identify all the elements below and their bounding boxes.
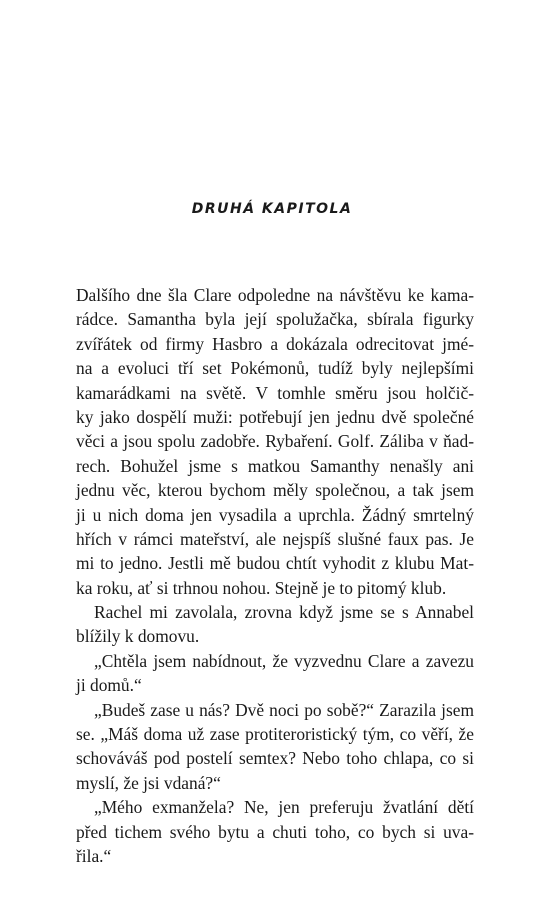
text-line: zvířátek od firmy Hasbro a dokázala odrecitovat jmé- bbox=[76, 333, 474, 354]
paragraph bbox=[76, 649, 474, 698]
paragraph bbox=[76, 795, 474, 868]
text-line: kamarádkami na světě. V tomhle směru jsou holčič- bbox=[76, 382, 474, 403]
text-line: „Chtěla jsem nabídnout, že vyzvednu Clare a zavezu bbox=[94, 650, 474, 671]
text-line: na a evoluci tří set Pokémonů, tudíž byly nejlepšími bbox=[76, 358, 474, 379]
text-line: hřích v rámci mateřství, ale nejspíš slušné faux pas. Je bbox=[76, 528, 474, 549]
body-text bbox=[76, 283, 474, 868]
text-line: „Budeš zase u nás? Dvě noci po sobě?“ Zarazila jsem bbox=[94, 699, 474, 720]
text-line: se. „Máš doma už zase protiteroristický tým, co věří, že bbox=[76, 724, 474, 745]
chapter-title: DRUHÁ KAPITOLA bbox=[191, 201, 353, 217]
text-line: řila.“ bbox=[76, 845, 112, 866]
text-line: ky jako dospělí muži: potřebují jen jednu dvě společné bbox=[76, 406, 474, 427]
text-line: blížily k domovu. bbox=[76, 626, 200, 647]
text-line: jednu věc, kterou bychom měly společnou, a tak jsem bbox=[76, 480, 474, 501]
text-line: Rachel mi zavolala, zrovna když jsme se s Annabel bbox=[94, 602, 474, 623]
text-line: ka roku, ať si trhnou nohou. Stejně je to pitomý klub. bbox=[76, 577, 447, 598]
text-line: ji u nich doma jen vysadila a uprchla. Žádný smrtelný bbox=[76, 504, 474, 525]
text-line: rech. Bohužel jsme s matkou Samanthy nenašly ani bbox=[76, 455, 474, 476]
text-line: schováváš pod postelí semtex? Nebo toho chlapa, co si bbox=[76, 748, 474, 769]
text-line: myslí, že jsi vdaná?“ bbox=[76, 772, 221, 793]
text-line: ji domů.“ bbox=[76, 675, 142, 696]
text-line: „Mého exmanžela? Ne, jen preferuju žvatlání dětí bbox=[94, 797, 474, 818]
paragraph bbox=[76, 600, 474, 649]
paragraph bbox=[76, 698, 474, 796]
text-line: Dalšího dne šla Clare odpoledne na návštěvu ke kama- bbox=[76, 285, 474, 305]
text-line: před tichem svého bytu a chuti toho, co bych si uva- bbox=[76, 821, 474, 842]
text-line: rádce. Samantha byla její spolužačka, sbírala figurky bbox=[76, 309, 474, 330]
text-line: věci a jsou spolu zadobře. Rybaření. Golf. Záliba v ňad- bbox=[76, 431, 474, 452]
paragraph bbox=[76, 283, 474, 600]
text-line: mi to jedno. Jestli mě budou chtít vyhodit z klubu Mat- bbox=[76, 553, 474, 574]
